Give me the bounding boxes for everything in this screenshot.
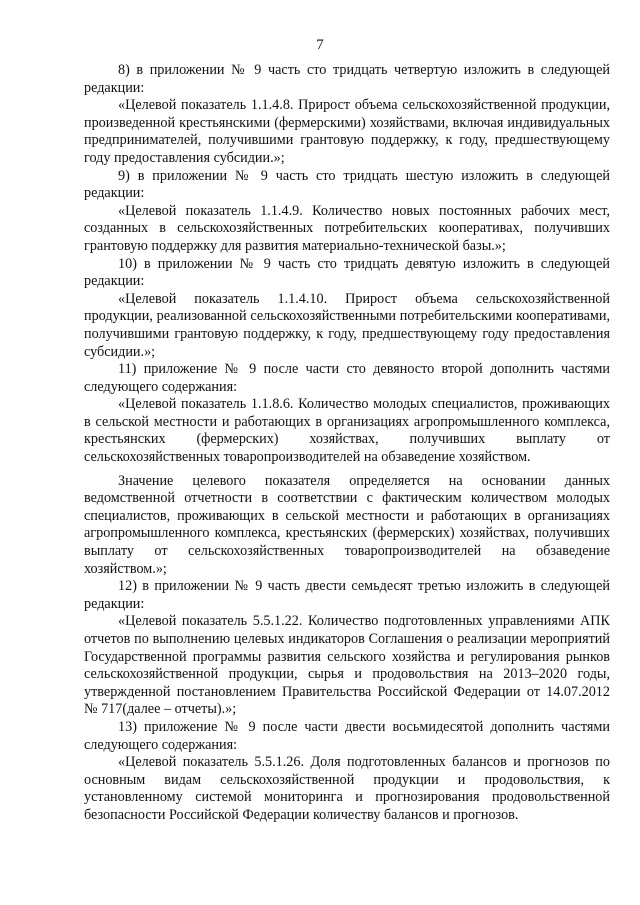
- paragraph-item-11: 11) приложение № 9 после части сто девяносто второй дополнить частями следующего содержания:: [84, 361, 610, 395]
- paragraph-quote: «Целевой показатель 5.5.1.22. Количество подготовленных управлениями АПК отчетов по выполнению целевых индикаторов Соглашения о реализации мероприятий Государственной программы развития сельского хозяйства и регулирования рынков сельскохозяйственной продукции, сырья и продовольствия на 2013–2020 годы, утвержденной постановлением Правительства Российской Федерации от 14.07.2012 № 717(далее – отчеты).»;: [84, 613, 610, 718]
- document-body: [84, 62, 610, 825]
- paragraph-quote: «Целевой показатель 1.1.4.10. Прирост объема сельскохозяйственной продукции, реализованной сельскохозяйственными потребительскими кооперативами, получившими грантовую поддержку, к году, предшествующему году предоставления субсидии.»;: [84, 290, 610, 360]
- paragraph-quote: «Целевой показатель 1.1.8.6. Количество молодых специалистов, проживающих в сельской местности и работающих в организациях агропромышленного комплекса, крестьянских (фермерских) хозяйствах, получивших выплату от сельскохозяйственных товаропроизводителей на обзаведение хозяйством.: [84, 396, 610, 466]
- paragraph-item-9: 9) в приложении № 9 часть сто тридцать шестую изложить в следующей редакции:: [84, 167, 610, 202]
- paragraph-item-12: 12) в приложении № 9 часть двести семьдесят третью изложить в следующей редакции:: [84, 578, 610, 612]
- paragraph-quote-continued: Значение целевого показателя определяется на основании данных ведомственной отчетности в соответствии с фактическим количеством молодых специалистов, проживающих в сельской местности и работающих в организациях агропромышленного комплекса, крестьянских (фермерских) хозяйствах, получивших выплату от сельскохозяйственных товаропроизводителей на обзаведение хозяйством.»;: [84, 472, 610, 577]
- paragraph-item-13: 13) приложение № 9 после части двести восьмидесятой дополнить частями следующего содержания:: [84, 718, 610, 753]
- paragraph-item-8: 8) в приложении № 9 часть сто тридцать четвертую изложить в следующей редакции:: [84, 62, 610, 96]
- page-number: 7: [316, 37, 324, 53]
- paragraph-quote: «Целевой показатель 1.1.4.9. Количество новых постоянных рабочих мест, созданных в сельскохозяйственных потребительских кооперативах, получивших грантовую поддержку для развития материально-технической базы.»;: [84, 202, 610, 254]
- paragraph-item-10: 10) в приложении № 9 часть сто тридцать девятую изложить в следующей редакции:: [84, 255, 610, 290]
- paragraph-quote: «Целевой показатель 5.5.1.26. Доля подготовленных балансов и прогнозов по основным видам сельскохозяйственной продукции и продовольствия, к установленному системой мониторинга и прогнозирования продовольственной безопасности Российской Федерации количеству балансов и прогнозов.: [84, 754, 610, 823]
- paragraph-quote: «Целевой показатель 1.1.4.8. Прирост объема сельскохозяйственной продукции, произведенной крестьянскими (фермерскими) хозяйствами, включая индивидуальных предпринимателей, получившими грантовую поддержку, к году, предшествующему году предоставления субсидии.»;: [84, 97, 610, 166]
